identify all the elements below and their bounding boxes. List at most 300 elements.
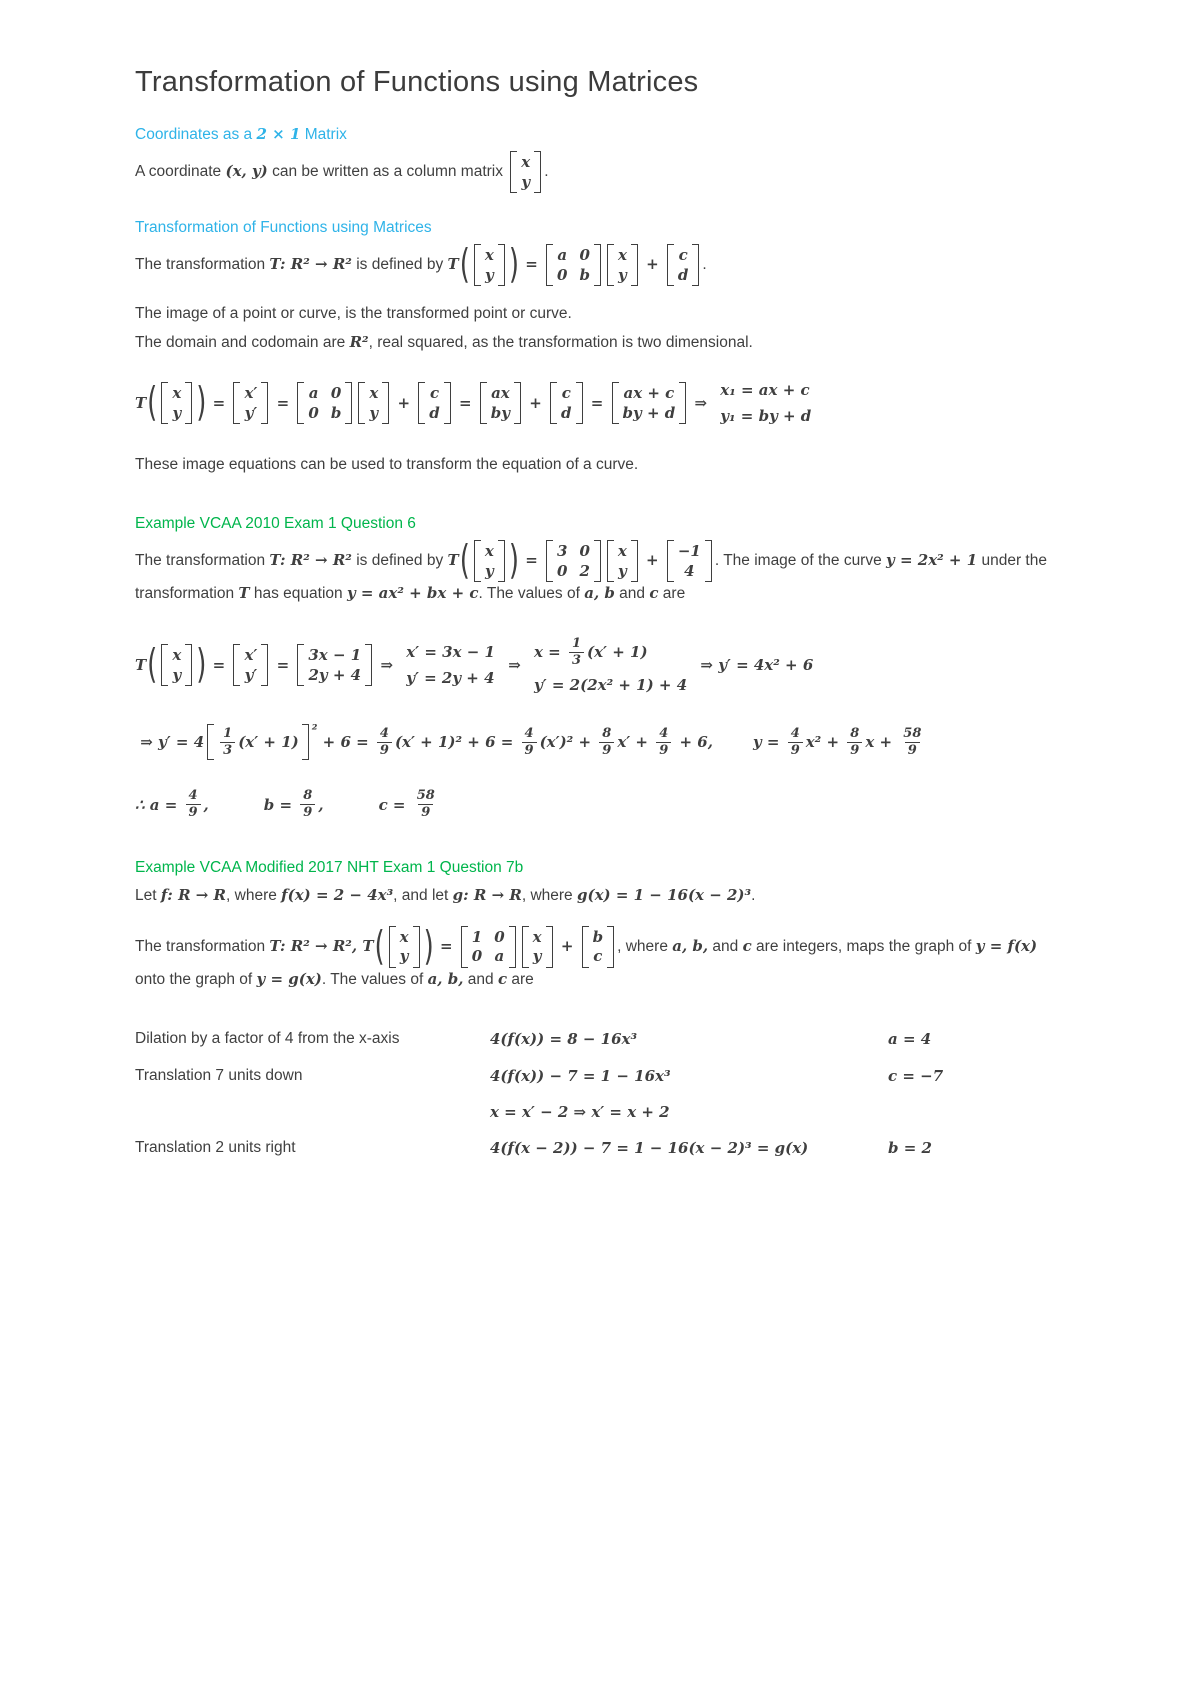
paragraph-example1 bbox=[135, 537, 1070, 606]
matrix-cells bbox=[674, 244, 693, 286]
heading-text: Matrix bbox=[300, 126, 347, 143]
matrix-right-bracket bbox=[631, 540, 638, 582]
math-run: + 6 = bbox=[317, 733, 374, 752]
matrix-left-bracket bbox=[161, 644, 168, 686]
matrix-cell: y bbox=[172, 665, 182, 684]
matrix-right-bracket bbox=[444, 382, 451, 424]
matrix-cell: a bbox=[494, 947, 505, 966]
matrix-cell: by + d bbox=[622, 403, 676, 422]
matrix-right-bracket bbox=[514, 382, 521, 424]
math-run: g(x) = 1 − 16(x − 2)³ bbox=[576, 885, 752, 904]
matrix-right-bracket bbox=[261, 382, 268, 424]
implies-arrow: ⇒ bbox=[375, 656, 399, 675]
text-run: . bbox=[751, 886, 756, 904]
column-matrix-xy bbox=[607, 244, 638, 286]
math-run: R² bbox=[349, 333, 369, 352]
matrix-right-bracket bbox=[413, 926, 420, 968]
math-run: + 6, bbox=[674, 733, 713, 752]
big-paren-open: ( bbox=[459, 537, 470, 585]
equation-stack bbox=[406, 643, 495, 687]
matrix-cell: y bbox=[399, 947, 409, 966]
page-title: Transformation of Functions using Matrices bbox=[135, 66, 699, 98]
formula-general-transformation bbox=[135, 381, 1070, 425]
matrix-right-bracket bbox=[631, 244, 638, 286]
equals-sign: = bbox=[207, 394, 231, 413]
matrix-cell: 2y + 4 bbox=[308, 665, 362, 684]
paragraph-transformation-definition bbox=[135, 241, 1070, 289]
matrix-cell: c bbox=[429, 384, 440, 403]
matrix-cells bbox=[557, 382, 576, 424]
equation-stack bbox=[720, 381, 811, 425]
matrix-cell: 0 bbox=[579, 542, 590, 561]
matrix-cell: −1 bbox=[677, 542, 701, 561]
matrix-cell: x bbox=[484, 542, 494, 561]
math-run: (x′ + 1)² + 6 = bbox=[394, 733, 519, 752]
text-run: The transformation bbox=[135, 256, 270, 274]
column-matrix-cd bbox=[667, 244, 700, 286]
math-run: x² + bbox=[805, 733, 845, 752]
fraction-denominator: 9 bbox=[599, 742, 614, 759]
fraction-numerator: 58 bbox=[416, 788, 435, 804]
matrix-cell: d bbox=[677, 265, 689, 284]
column-matrix-xprime bbox=[233, 382, 268, 424]
matrix-cell: y bbox=[532, 947, 542, 966]
matrix-cells bbox=[396, 926, 413, 968]
matrix-cell: 0 bbox=[471, 947, 483, 966]
fraction-numerator: 58 bbox=[903, 726, 922, 742]
paragraph-image-equations: These image equations can be used to transform the equation of a curve. bbox=[135, 456, 639, 474]
fraction-eight-ninths bbox=[300, 788, 315, 820]
column-matrix-xy bbox=[522, 926, 553, 968]
plus-sign: + bbox=[392, 394, 416, 413]
equals-sign: = bbox=[519, 255, 543, 274]
equals-sign: = bbox=[434, 936, 458, 955]
matrix-left-bracket bbox=[546, 540, 553, 582]
fraction-numerator: 1 bbox=[571, 636, 582, 652]
transformation-description: Translation 2 units right bbox=[135, 1139, 296, 1157]
math-run: c bbox=[497, 969, 508, 988]
matrix-right-bracket bbox=[261, 644, 268, 686]
big-paren-open: ( bbox=[459, 241, 470, 289]
matrix-cell: x bbox=[521, 153, 531, 171]
text-run: are bbox=[507, 970, 534, 988]
math-run: a, b bbox=[584, 584, 615, 603]
fraction-denominator: 9 bbox=[656, 742, 671, 759]
matrix-cell: ax bbox=[491, 384, 510, 403]
math-run: T: R² → R² bbox=[269, 255, 352, 274]
text-run: is defined by bbox=[351, 256, 448, 274]
math-run: c bbox=[649, 584, 659, 603]
text-run: , and let bbox=[393, 886, 453, 904]
math-run: T bbox=[135, 394, 147, 413]
math-run: (x′ + 1) bbox=[587, 643, 648, 662]
text-run: and bbox=[614, 585, 650, 603]
text-run: , where bbox=[226, 886, 282, 904]
working-equation: 4(f(x)) = 8 − 16x³ bbox=[490, 1029, 638, 1048]
matrix-left-bracket bbox=[480, 382, 487, 424]
fraction-denominator: 9 bbox=[522, 742, 537, 759]
matrix-left-bracket bbox=[461, 926, 468, 968]
paragraph-example2-transformation bbox=[135, 923, 1070, 992]
matrix-cells bbox=[304, 644, 365, 686]
equals-sign: = bbox=[271, 656, 295, 675]
fraction-denominator: 3 bbox=[569, 652, 584, 669]
big-paren-close: ) bbox=[196, 641, 207, 689]
big-paren-open: ( bbox=[147, 641, 158, 689]
matrix-cells bbox=[553, 540, 594, 582]
superscript-two: ² bbox=[311, 722, 318, 738]
matrix-cell: y′ bbox=[244, 665, 258, 684]
paragraph-coordinate-definition bbox=[135, 151, 1070, 193]
text-run: and bbox=[708, 937, 743, 955]
matrix-cell: 0 bbox=[557, 561, 568, 580]
fraction-numerator: 4 bbox=[659, 726, 669, 742]
matrix-left-bracket bbox=[550, 382, 557, 424]
matrix-cell: y bbox=[618, 265, 627, 284]
result-value: c = −7 bbox=[888, 1067, 944, 1086]
fraction-numerator: 8 bbox=[850, 726, 860, 742]
matrix-right-bracket bbox=[498, 540, 505, 582]
text-run: under the transformation bbox=[135, 552, 1052, 603]
fraction-eight-ninths bbox=[599, 726, 614, 758]
matrix-cell: y bbox=[369, 403, 379, 422]
result-value: b = 2 bbox=[888, 1138, 932, 1157]
math-run: T bbox=[447, 551, 459, 570]
answer-row bbox=[135, 1028, 1070, 1050]
matrix-right-bracket bbox=[185, 644, 192, 686]
paragraph-domain-codomain bbox=[135, 331, 1070, 355]
bracket-content bbox=[214, 724, 302, 760]
matrix-right-bracket bbox=[594, 244, 601, 286]
fraction-four-ninths bbox=[377, 726, 392, 758]
equals-sign: = bbox=[519, 551, 543, 570]
formula-answers bbox=[135, 788, 1070, 820]
column-matrix-bc bbox=[582, 926, 615, 968]
coefficient-matrix-3002 bbox=[546, 540, 601, 582]
matrix-left-bracket bbox=[510, 151, 517, 193]
math-run: x = bbox=[534, 643, 566, 662]
answers-table bbox=[135, 1028, 1070, 1159]
plus-sign: + bbox=[640, 551, 664, 570]
equation-line: y₁ = by + d bbox=[720, 407, 812, 426]
matrix-right-bracket bbox=[607, 926, 614, 968]
matrix-cell: y bbox=[484, 561, 494, 580]
working-equation: x = x′ − 2 ⇒ x′ = x + 2 bbox=[490, 1103, 670, 1122]
matrix-cell: d bbox=[429, 403, 440, 422]
text-run: The transformation bbox=[135, 552, 270, 570]
matrix-cell: 3 bbox=[557, 542, 568, 561]
text-run: Let bbox=[135, 886, 161, 904]
matrix-cells bbox=[468, 926, 509, 968]
matrix-cells bbox=[553, 244, 594, 286]
text-run: are bbox=[658, 585, 686, 603]
big-paren-close: ) bbox=[508, 537, 519, 585]
math-run: g: R → R bbox=[452, 885, 522, 904]
column-matrix-image bbox=[297, 644, 372, 686]
matrix-right-bracket bbox=[345, 382, 352, 424]
matrix-left-bracket bbox=[474, 244, 481, 286]
matrix-cell: c bbox=[678, 246, 688, 264]
column-matrix-xy bbox=[474, 244, 505, 286]
fraction-four-ninths bbox=[788, 726, 803, 758]
matrix-cells bbox=[674, 540, 705, 582]
matrix-right-bracket bbox=[576, 382, 583, 424]
matrix-left-bracket bbox=[297, 382, 304, 424]
text-run: onto the graph of bbox=[135, 937, 1042, 988]
matrix-left-bracket bbox=[607, 244, 614, 286]
text-run: The transformation bbox=[135, 937, 270, 955]
heading-text: Coordinates as a bbox=[135, 126, 257, 143]
matrix-cells bbox=[517, 151, 534, 193]
matrix-left-bracket bbox=[607, 540, 614, 582]
text-run: , where bbox=[617, 937, 673, 955]
matrix-cell: 0 bbox=[494, 927, 505, 946]
column-matrix-cd bbox=[418, 382, 451, 424]
matrix-right-bracket bbox=[509, 926, 516, 968]
matrix-left-bracket bbox=[582, 926, 589, 968]
formula-expansion bbox=[135, 724, 1070, 760]
math-run: a, b, bbox=[672, 936, 709, 955]
big-paren-close: ) bbox=[423, 923, 434, 970]
answer-row bbox=[135, 1103, 1070, 1121]
math-run: f(x) = 2 − 4x³ bbox=[281, 885, 394, 904]
plus-sign: + bbox=[555, 936, 579, 955]
implies-arrow: ⇒ bbox=[135, 733, 159, 752]
text-run: is defined by bbox=[351, 552, 448, 570]
matrix-cell: x bbox=[369, 384, 379, 403]
matrix-cell: by bbox=[490, 403, 511, 422]
matrix-left-bracket bbox=[389, 926, 396, 968]
fraction-denominator: 9 bbox=[847, 742, 862, 759]
fraction-one-third bbox=[220, 726, 235, 758]
text-run: . bbox=[544, 163, 549, 181]
matrix-cell: a bbox=[308, 384, 319, 403]
matrix-right-bracket bbox=[365, 644, 372, 686]
matrix-cell: x bbox=[532, 927, 542, 946]
math-run: x′ + bbox=[617, 733, 654, 752]
matrix-cell: d bbox=[561, 403, 572, 422]
matrix-cell: 0 bbox=[330, 384, 342, 403]
matrix-cells bbox=[614, 540, 631, 582]
column-matrix-xy bbox=[161, 644, 192, 686]
transformation-description: Translation 7 units down bbox=[135, 1067, 303, 1085]
math-run: y = ax² + bx + c bbox=[346, 584, 479, 603]
math-run: y = 2x² + 1 bbox=[886, 551, 978, 570]
fraction-numerator: 8 bbox=[303, 788, 313, 804]
column-matrix-xprime bbox=[233, 644, 268, 686]
column-matrix-xy bbox=[161, 382, 192, 424]
matrix-left-bracket bbox=[233, 382, 240, 424]
math-run: a, b, bbox=[427, 969, 464, 988]
big-paren-close: ) bbox=[508, 241, 519, 289]
column-matrix-xy bbox=[358, 382, 389, 424]
fraction-denominator: 9 bbox=[300, 804, 315, 821]
matrix-left-bracket bbox=[667, 540, 674, 582]
fraction-denominator: 9 bbox=[377, 742, 392, 759]
heading-coordinates bbox=[135, 125, 1070, 144]
fraction-numerator: 1 bbox=[223, 726, 233, 742]
fraction-numerator: 4 bbox=[379, 726, 389, 742]
text-run: and bbox=[463, 970, 498, 988]
math-run: y = bbox=[752, 733, 785, 752]
matrix-cell: x′ bbox=[244, 384, 258, 403]
math-run: y = g(x) bbox=[256, 969, 322, 988]
column-matrix-xy bbox=[389, 926, 420, 968]
heading-transformation: Transformation of Functions using Matrices bbox=[135, 219, 432, 236]
matrix-cell: 4 bbox=[684, 561, 695, 580]
fraction-denominator: 9 bbox=[418, 804, 433, 821]
matrix-left-bracket bbox=[297, 644, 304, 686]
fraction-denominator: 3 bbox=[220, 742, 235, 759]
matrix-cell: y bbox=[521, 172, 531, 191]
column-matrix-xy bbox=[510, 151, 541, 193]
fraction-numerator: 4 bbox=[790, 726, 800, 742]
matrix-cells bbox=[425, 382, 444, 424]
column-matrix-axby bbox=[480, 382, 521, 424]
big-paren-close: ) bbox=[196, 379, 207, 427]
heading-example-2: Example VCAA Modified 2017 NHT Exam 1 Question 7b bbox=[135, 858, 524, 876]
paragraph-example2-functions bbox=[135, 884, 1070, 908]
equation-line: x₁ = ax + c bbox=[720, 381, 810, 400]
matrix-cells bbox=[487, 382, 514, 424]
matrix-right-bracket bbox=[382, 382, 389, 424]
result-value: a = 4 bbox=[888, 1029, 932, 1048]
matrix-cells bbox=[168, 644, 185, 686]
matrix-cell: 0 bbox=[308, 403, 319, 422]
coefficient-matrix-10a bbox=[461, 926, 516, 968]
paragraph-image-definition: The image of a point or curve, is the transformed point or curve. bbox=[135, 305, 572, 322]
math-run: y′ = 4 bbox=[158, 733, 205, 752]
math-run: T: R² → R² bbox=[269, 551, 352, 570]
text-run: . The values of bbox=[321, 970, 428, 988]
fraction-denominator: 9 bbox=[186, 804, 201, 821]
implies-arrow: ⇒ bbox=[689, 394, 713, 413]
matrix-cells bbox=[304, 382, 345, 424]
matrix-cells bbox=[240, 382, 261, 424]
matrix-left-bracket bbox=[418, 382, 425, 424]
comma: , bbox=[318, 795, 324, 814]
text-run: can be written as a column matrix bbox=[267, 163, 508, 181]
implies-arrow: ⇒ bbox=[695, 656, 719, 675]
equals-sign: = bbox=[271, 394, 295, 413]
column-matrix-cd bbox=[550, 382, 583, 424]
text-run: . bbox=[702, 256, 707, 274]
big-square-brackets bbox=[207, 724, 309, 760]
matrix-cell: y bbox=[172, 403, 182, 422]
matrix-cells bbox=[529, 926, 546, 968]
math-run: a = bbox=[149, 795, 183, 814]
matrix-cell: b bbox=[579, 265, 590, 284]
matrix-cell: x bbox=[172, 384, 182, 403]
matrix-cell: b bbox=[330, 403, 342, 422]
matrix-left-bracket bbox=[207, 724, 214, 760]
text-run: , real squared, as the transformation is two dimensional. bbox=[368, 334, 753, 352]
text-run: A coordinate bbox=[135, 163, 226, 181]
matrix-right-bracket bbox=[692, 244, 699, 286]
matrix-cell: x bbox=[484, 246, 494, 264]
matrix-right-bracket bbox=[498, 244, 505, 286]
matrix-left-bracket bbox=[358, 382, 365, 424]
matrix-cell: 0 bbox=[557, 265, 568, 284]
comma: , bbox=[203, 795, 209, 814]
coefficient-matrix-ab bbox=[546, 244, 601, 286]
therefore-symbol: ∴ bbox=[135, 795, 150, 814]
matrix-cell: x bbox=[617, 542, 627, 561]
text-run: are integers, maps the graph of bbox=[751, 937, 976, 955]
transformation-description: Dilation by a factor of 4 from the x-axis bbox=[135, 1029, 400, 1047]
matrix-left-bracket bbox=[161, 382, 168, 424]
equation-line: x′ = 3x − 1 bbox=[406, 643, 495, 662]
fraction-fiftyeight-ninths bbox=[414, 788, 438, 820]
equation-stack bbox=[534, 636, 687, 694]
column-matrix-xy bbox=[474, 540, 505, 582]
matrix-right-bracket bbox=[594, 540, 601, 582]
equals-sign: = bbox=[585, 394, 609, 413]
matrix-right-bracket bbox=[534, 151, 541, 193]
column-matrix-xy bbox=[607, 540, 638, 582]
matrix-cell: x bbox=[172, 646, 182, 665]
answer-row bbox=[135, 1065, 1070, 1087]
math-run: y′ = 4x² + 6 bbox=[718, 656, 814, 675]
fraction-four-ninths bbox=[522, 726, 537, 758]
matrix-cell: 1 bbox=[471, 927, 483, 946]
fraction-four-ninths bbox=[186, 788, 201, 820]
matrix-right-bracket bbox=[302, 724, 309, 760]
matrix-cell: a bbox=[557, 246, 568, 264]
fraction-numerator: 4 bbox=[524, 726, 534, 742]
heading-example-1: Example VCAA 2010 Exam 1 Question 6 bbox=[135, 515, 416, 533]
column-matrix-neg1-4 bbox=[667, 540, 712, 582]
working-equation: 4(f(x − 2)) − 7 = 1 − 16(x − 2)³ = g(x) bbox=[490, 1138, 809, 1157]
matrix-left-bracket bbox=[546, 244, 553, 286]
math-run: x + bbox=[865, 733, 898, 752]
matrix-cell: y bbox=[484, 265, 494, 284]
equation-line: y′ = 2(2x² + 1) + 4 bbox=[534, 676, 688, 695]
matrix-cell: x′ bbox=[244, 646, 258, 665]
matrix-cell: ax + c bbox=[623, 384, 675, 403]
text-run: . The image of the curve bbox=[714, 552, 887, 570]
matrix-cells bbox=[365, 382, 382, 424]
matrix-cell: b bbox=[592, 927, 604, 946]
matrix-cells bbox=[168, 382, 185, 424]
column-matrix-axc-byd bbox=[612, 382, 687, 424]
equals-sign: = bbox=[453, 394, 477, 413]
working-equation: 4(f(x)) − 7 = 1 − 16x³ bbox=[490, 1067, 671, 1086]
answer-row bbox=[135, 1137, 1070, 1159]
matrix-left-bracket bbox=[233, 644, 240, 686]
matrix-left-bracket bbox=[667, 244, 674, 286]
math-run: T bbox=[447, 255, 459, 274]
text-run: . The values of bbox=[478, 585, 585, 603]
equals-sign: = bbox=[207, 656, 231, 675]
matrix-cell: 3x − 1 bbox=[308, 646, 362, 665]
matrix-cell: c bbox=[561, 384, 571, 403]
matrix-cell: x bbox=[399, 927, 409, 946]
fraction-eight-ninths bbox=[847, 726, 862, 758]
matrix-cell: c bbox=[593, 947, 603, 966]
matrix-cells bbox=[589, 926, 608, 968]
equation-line: y′ = 2y + 4 bbox=[406, 669, 495, 688]
matrix-right-bracket bbox=[546, 926, 553, 968]
matrix-right-bracket bbox=[705, 540, 712, 582]
math-run: y = f(x) bbox=[975, 936, 1038, 955]
matrix-cells bbox=[614, 244, 631, 286]
math-run: (x, y) bbox=[225, 162, 268, 181]
matrix-cells bbox=[481, 540, 498, 582]
matrix-right-bracket bbox=[679, 382, 686, 424]
matrix-cell: 0 bbox=[579, 246, 590, 264]
fraction-fiftyeight-ninths bbox=[900, 726, 924, 758]
